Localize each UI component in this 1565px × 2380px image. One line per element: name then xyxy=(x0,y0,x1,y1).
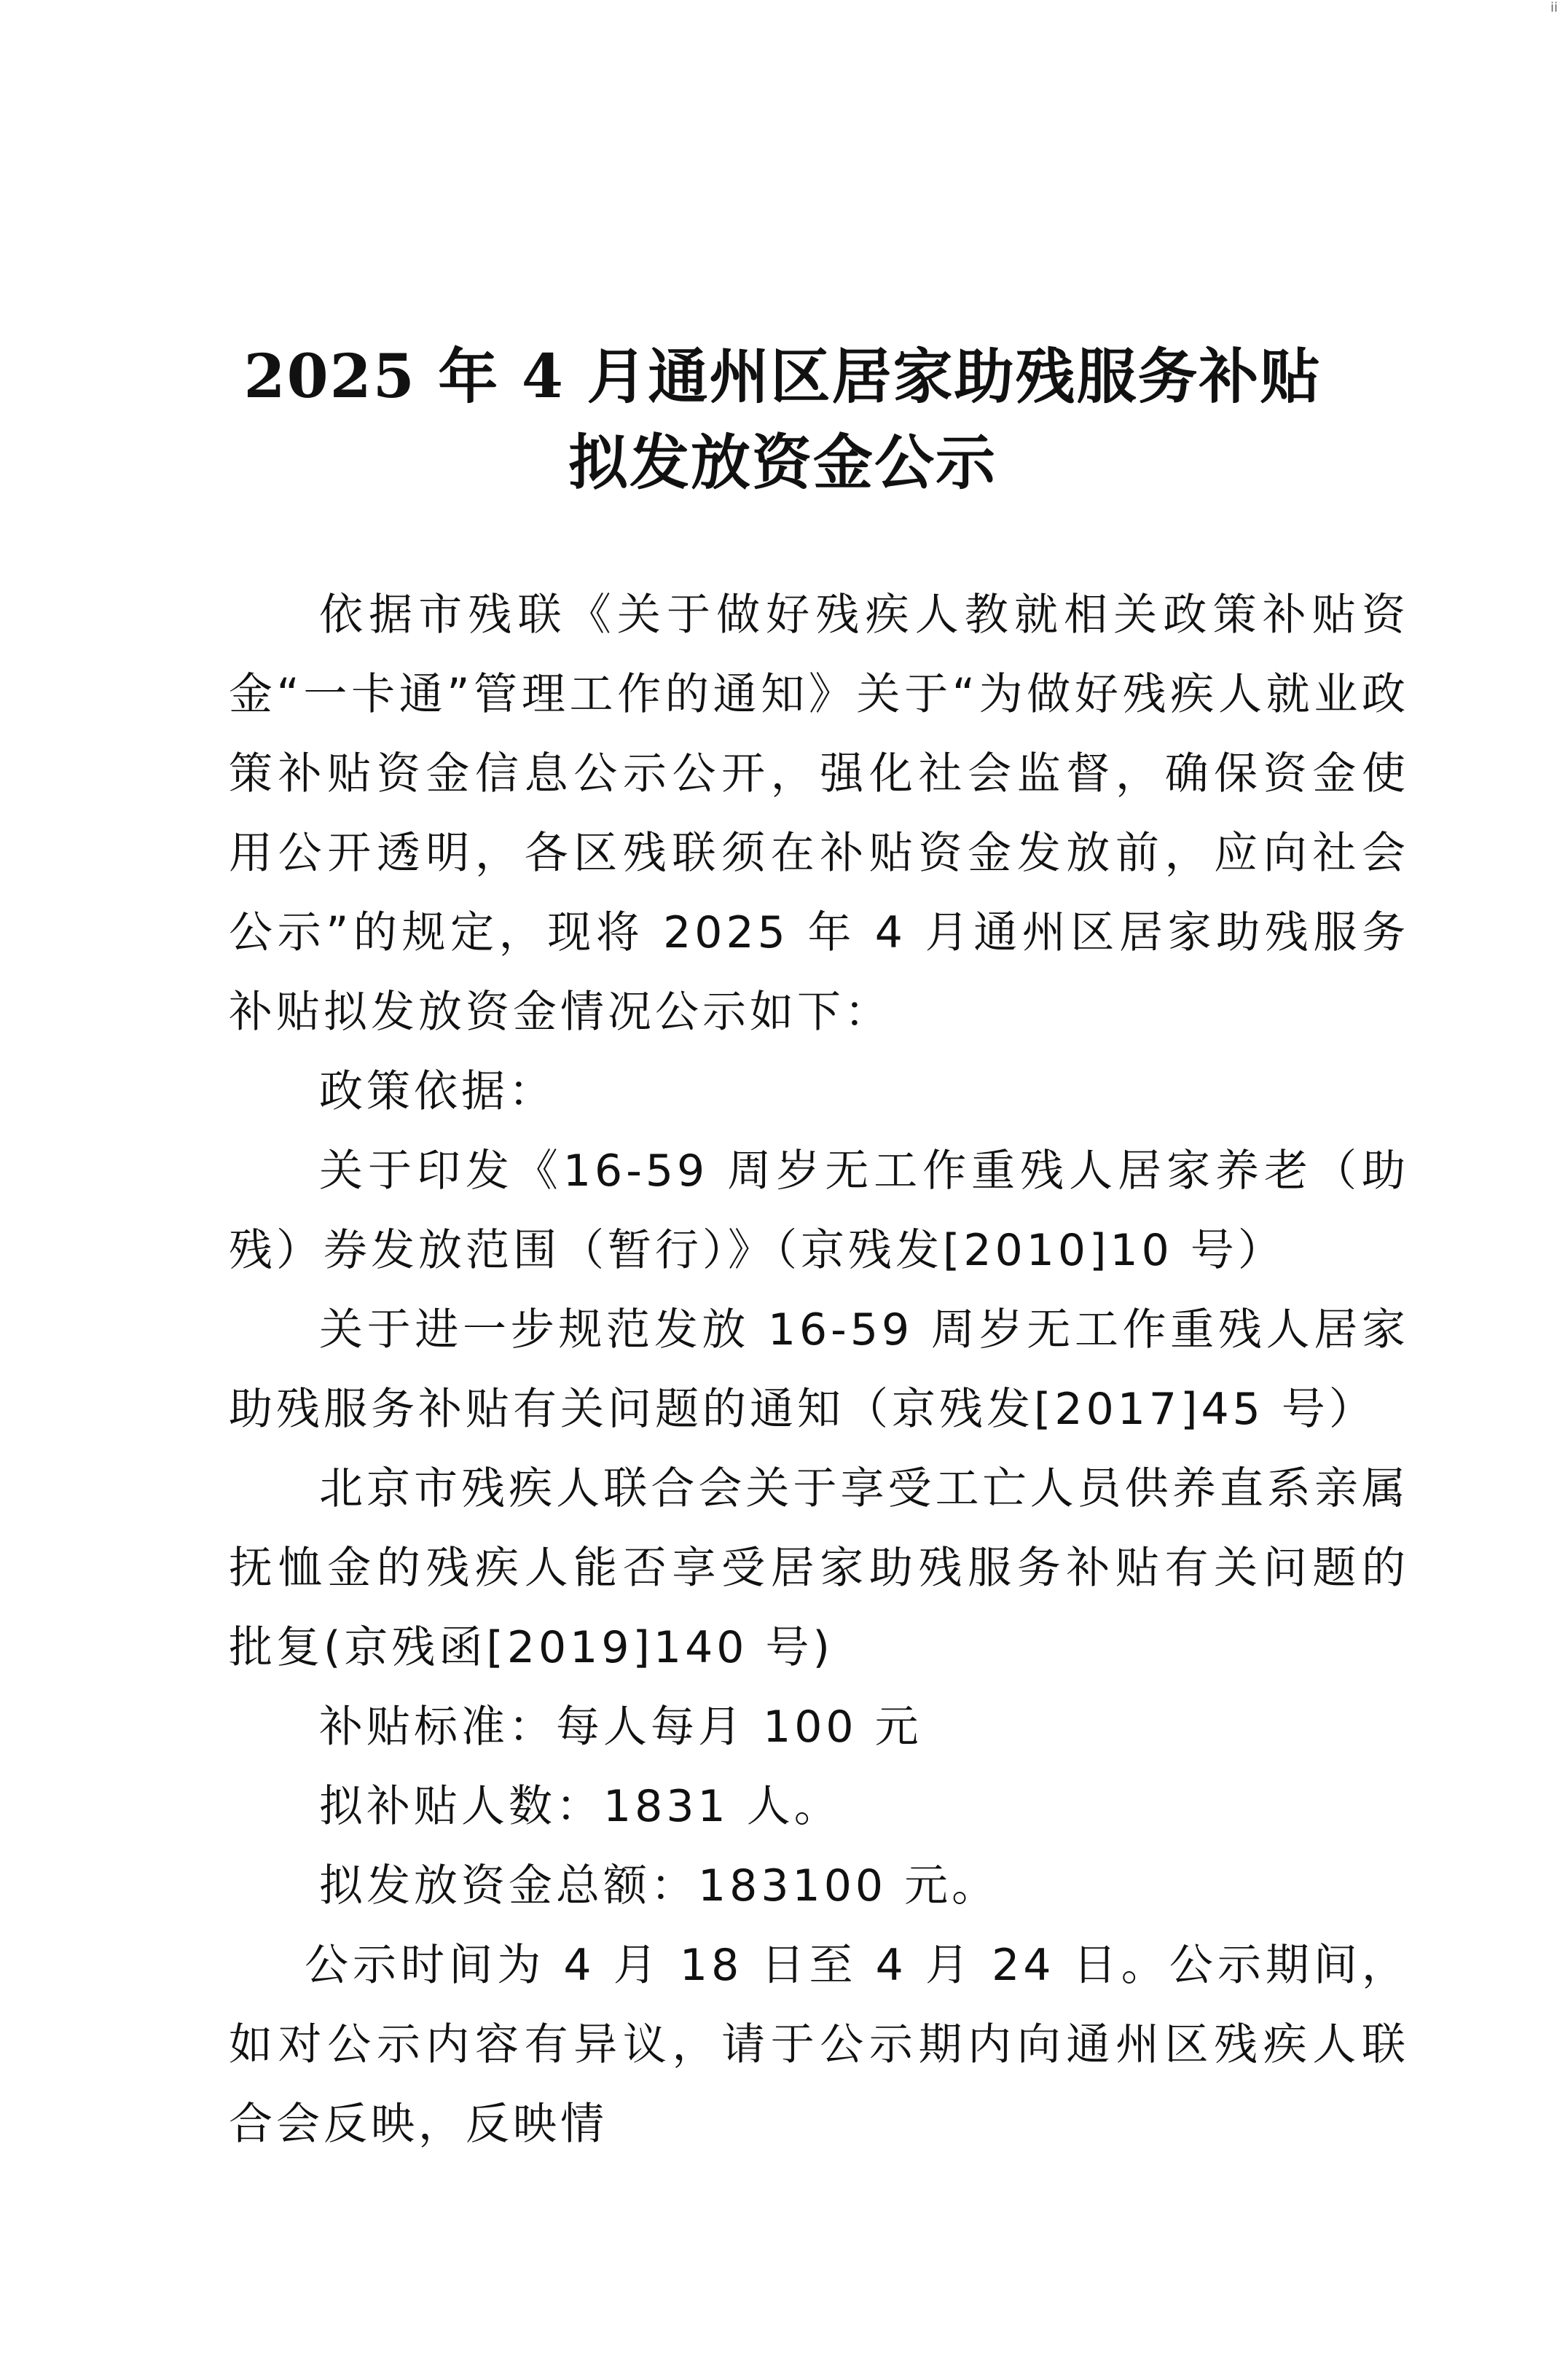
policy-label: 政策依据： xyxy=(319,1066,556,1117)
document-body xyxy=(229,576,1409,2164)
subsidy-total: 拟发放资金总额：183100 元。 xyxy=(319,1860,1000,1911)
subsidy-count: 拟补贴人数：1831 人。 xyxy=(319,1781,842,1832)
title-line-1: 2025 年 4 月通州区居家助残服务补贴 xyxy=(243,342,1322,412)
policy-item-3: 北京市残疾人联合会关于享受工亡人员供养直系亲属抚恤金的残疾人能否享受居家助残服务补贴有关问题的批复(京残函[2019]140 号) xyxy=(229,1463,1409,1673)
title-line-2: 拟发放资金公示 xyxy=(568,428,997,498)
publicity-period: 公示时间为 4 月 18 日至 4 月 24 日。公示期间，如对公示内容有异议，请于公示期内向通州区残疾人联合会反映，反映情 xyxy=(229,1940,1409,2150)
intro-paragraph: 依据市残联《关于做好残疾人教就相关政策补贴资金“一卡通”管理工作的通知》关于“为做好残疾人就业政策补贴资金信息公示公开，强化社会监督，确保资金使用公开透明，各区残联须在补贴资金发放前，应向社会公示”的规定，现将 2025 年 4 月通州区居家助残服务补贴拟发放资金情况公示如下： xyxy=(229,590,1409,1038)
policy-item-2: 关于进一步规范发放 16-59 周岁无工作重残人居家助残服务补贴有关问题的通知（京残发[2017]45 号） xyxy=(229,1304,1409,1435)
corner-mark: ii xyxy=(1550,0,1558,15)
subsidy-standard: 补贴标准：每人每月 100 元 xyxy=(319,1702,922,1753)
policy-item-1: 关于印发《16-59 周岁无工作重残人居家养老（助残）券发放范围（暂行）》（京残发[2010]10 号） xyxy=(229,1146,1409,1276)
